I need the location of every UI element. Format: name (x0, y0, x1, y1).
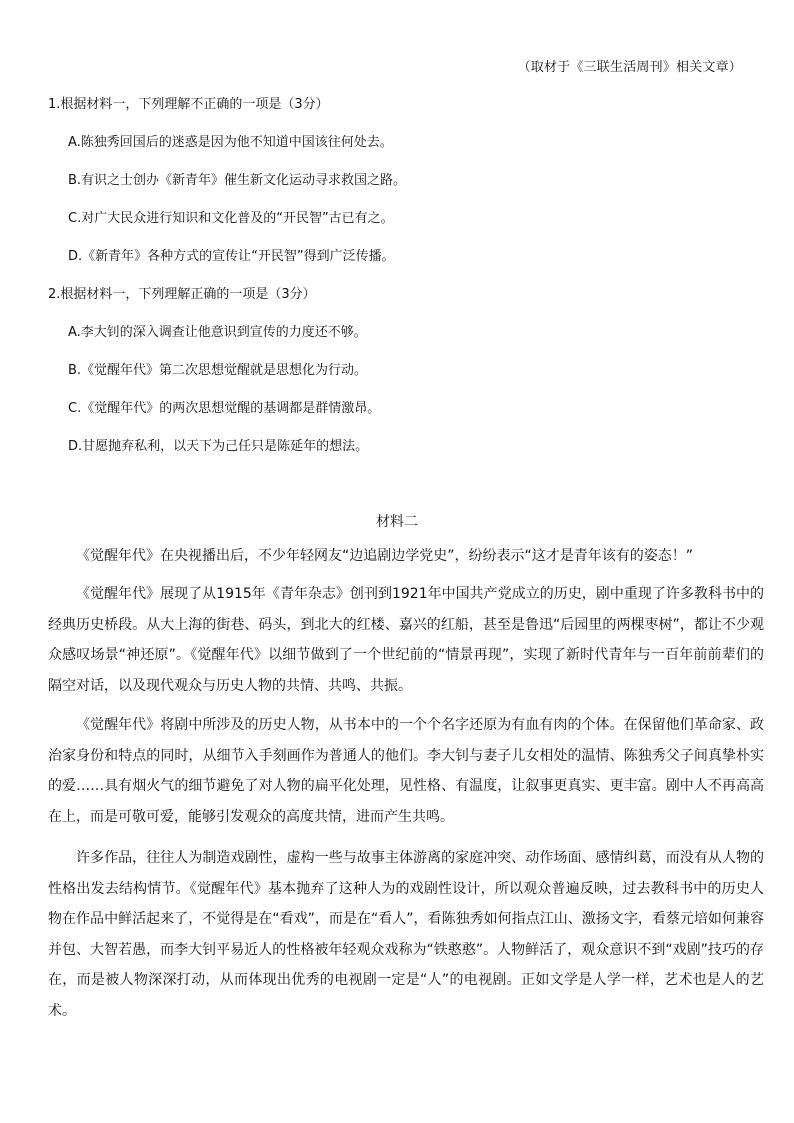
question-1-option-d: D.《新青年》各种方式的宣传让“开民智”得到广泛传播。 (68, 249, 395, 264)
question-2-stem: 2.根据材料一，下列理解正确的一项是（3分） (48, 287, 316, 302)
question-2-option-a: A.李大钊的深入调查让他意识到宣传的力度还不够。 (68, 325, 367, 340)
material-2-paragraph-1: 《觉醒年代》在央视播出后，不少年轻网友“边追剧边学党史”，纷纷表示“这才是青年该有的姿态！” (76, 548, 694, 564)
question-1-option-c: C.对广大民众进行知识和文化普及的“开民智”古已有之。 (68, 211, 394, 226)
question-2-option-b: B.《觉醒年代》第二次思想觉醒就是思想化为行动。 (68, 363, 368, 378)
material-2-paragraph-4: 许多作品，往往人为制造戏剧性，虚构一些与故事主体游离的家庭冲突、动作场面、感情纠葛，而没有从人物的性格出发去结构情节。《觉醒年代》基本抛弃了这种人为的戏剧性设计，所以观众普遍反映，过去教科书中的历史人物在作品中鲜活起来了，不觉得是在“看戏”，而是在“看人”，看陈独秀如何指点江山、激扬文字，看蔡元培如何兼容并包、大智若愚，而李大钊平易近人的性格被年轻观众戏称为“铁憨憨”。人物鲜活了，观众意识不到“戏剧”技巧的存在，而是被人物深深打动，从而体现出优秀的电视剧一定是“人”的电视剧。正如文学是人学一样，艺术也是人的艺术。 (48, 850, 764, 1019)
source-citation: （取材于《三联生活周刊》相关文章） (517, 60, 742, 75)
question-2-option-c: C.《觉醒年代》的两次思想觉醒的基调都是群情激昂。 (68, 401, 381, 416)
question-1-stem: 1.根据材料一，下列理解不正确的一项是（3分） (48, 97, 329, 112)
material-2-heading: 材料二 (376, 514, 418, 530)
question-1-option-b: B.有识之士创办《新青年》催生新文化运动寻求救国之路。 (68, 173, 407, 188)
question-2-option-d: D.甘愿抛弃私利，以天下为己任只是陈延年的想法。 (68, 439, 369, 454)
question-1-option-a: A.陈独秀回国后的迷惑是因为他不知道中国该往何处去。 (68, 135, 393, 150)
material-2-paragraph-2: 《觉醒年代》展现了从1915年《青年杂志》创刊到1921年中国共产党成立的历史，剧中重现了许多教科书中的经典历史桥段。从大上海的街巷、码头，到北大的红楼、嘉兴的红船，甚至是鲁迅“后园里的两棵枣树”，都让不少观众感叹场景“神还原”。《觉醒年代》以细节做到了一个世纪前的“情景再现”，实现了新时代青年与一百年前前辈们的隔空对话，以及现代观众与历史人物的共情、共鸣、共振。 (48, 586, 764, 694)
material-2-paragraph-3: 《觉醒年代》将剧中所涉及的历史人物，从书本中的一个个名字还原为有血有肉的个体。在保留他们革命家、政治家身份和特点的同时，从细节入手刻画作为普通人的他们。李大钊与妻子儿女相处的温情、陈独秀父子间真挚朴实的爱……具有烟火气的细节避免了对人物的扁平化处理，见性格、有温度，让叙事更真实、更丰富。剧中人不再高高在上，而是可敬可爱，能够引发观众的高度共情，进而产生共鸣。 (48, 717, 764, 825)
